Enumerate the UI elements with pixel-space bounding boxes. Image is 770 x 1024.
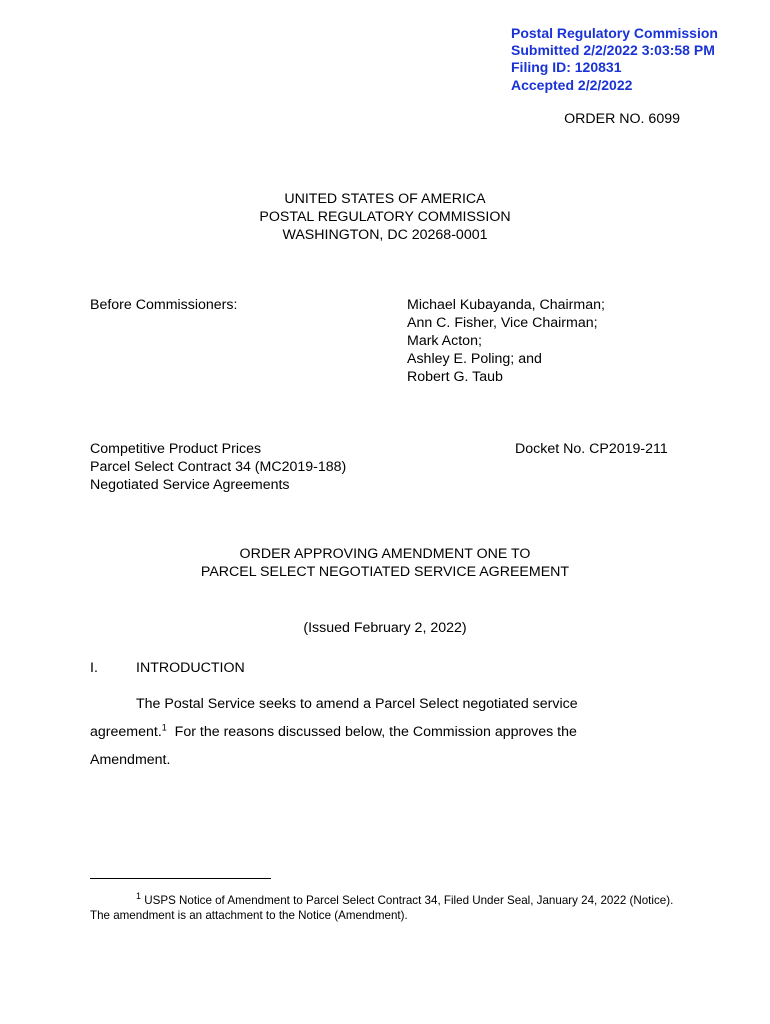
- title-line-2: PARCEL SELECT NEGOTIATED SERVICE AGREEMENT: [200, 564, 570, 580]
- issued-date: (Issued February 2, 2022): [303, 620, 467, 636]
- footnote-marker: 1: [136, 891, 142, 902]
- heading-agency: POSTAL REGULATORY COMMISSION: [259, 209, 511, 225]
- stamp-accepted: Accepted 2/2/2022: [511, 76, 633, 93]
- stamp-submitted: Submitted 2/2/2022 3:03:58 PM: [511, 42, 715, 59]
- caption-line: Competitive Product Prices: [90, 441, 262, 457]
- section-number: I.: [90, 660, 98, 676]
- case-caption: [90, 440, 346, 494]
- stamp-filing-id: Filing ID: 120831: [511, 59, 622, 76]
- section-title: INTRODUCTION: [136, 660, 245, 676]
- footnote: [90, 893, 680, 923]
- commissioner-name: Michael Kubayanda, Chairman;: [407, 297, 605, 313]
- order-title: [0, 545, 770, 581]
- body-text-part1: The Postal Service seeks to amend a Parcel Select negotiated service agreement.: [90, 696, 578, 740]
- heading-country: UNITED STATES OF AMERICA: [284, 191, 486, 207]
- introduction-paragraph: [90, 690, 630, 774]
- commissioner-name: Mark Acton;: [407, 333, 482, 349]
- order-number: ORDER NO. 6099: [564, 111, 680, 127]
- body-text-part2: For the reasons discussed below, the Commission approves the Amendment.: [90, 724, 581, 768]
- commissioner-name: Ashley E. Poling; and: [407, 351, 542, 367]
- commissioner-name: Ann C. Fisher, Vice Chairman;: [407, 315, 598, 331]
- caption-line: Parcel Select Contract 34 (MC2019-188): [90, 459, 347, 475]
- docket-number: Docket No. CP2019-211: [515, 441, 668, 457]
- filing-stamp: [511, 25, 718, 94]
- before-commissioners-label: Before Commissioners:: [90, 297, 238, 313]
- document-heading: [0, 190, 770, 244]
- footnote-reference[interactable]: 1: [161, 722, 167, 733]
- footnote-divider: [90, 878, 271, 879]
- stamp-commission: Postal Regulatory Commission: [511, 25, 718, 41]
- commissioners-list: [407, 296, 605, 386]
- footnote-text: USPS Notice of Amendment to Parcel Select Contract 34, Filed Under Seal, January 24, 2022 (Notice). The amendment is an attachment to the Notice (Amendment).: [90, 894, 680, 922]
- title-line-1: ORDER APPROVING AMENDMENT ONE TO: [239, 546, 531, 562]
- heading-address: WASHINGTON, DC 20268-0001: [282, 227, 488, 243]
- commissioner-name: Robert G. Taub: [407, 369, 503, 385]
- caption-line: Negotiated Service Agreements: [90, 477, 290, 493]
